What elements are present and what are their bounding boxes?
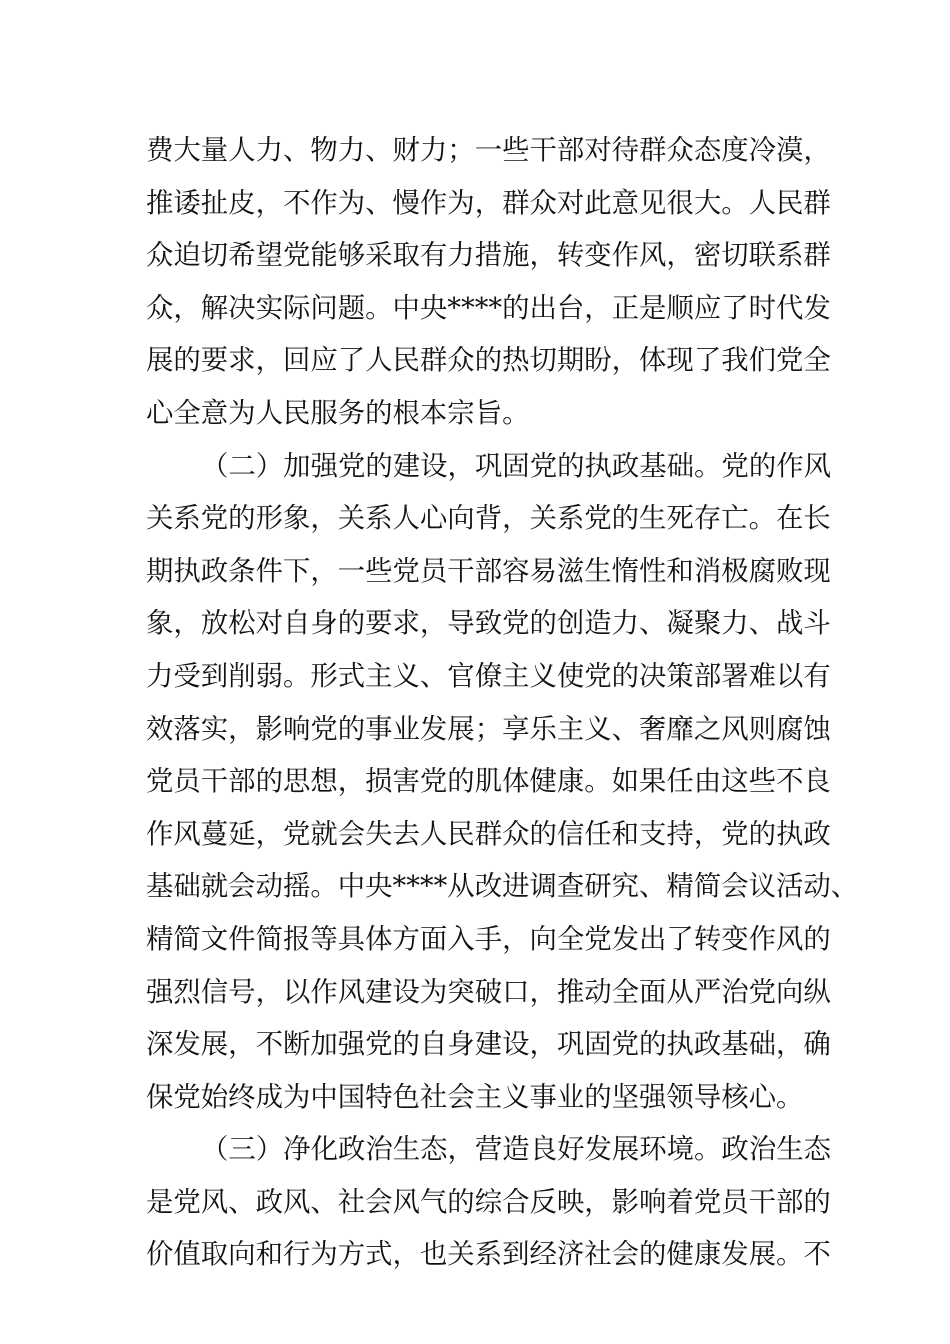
text-line: 期执政条件下，一些党员干部容易滋生惰性和消极腐败现 bbox=[146, 555, 831, 587]
text-line: 保党始终成为中国特色社会主义事业的坚强领导核心。 bbox=[146, 1081, 804, 1113]
text-line: 价值取向和行为方式，也关系到经济社会的健康发展。不 bbox=[146, 1239, 831, 1271]
text-line: 深发展，不断加强党的自身建设，巩固党的执政基础，确 bbox=[146, 1029, 831, 1061]
text-line: 强烈信号，以作风建设为突破口，推动全面从严治党向纵 bbox=[146, 976, 831, 1008]
text-line: 精简文件简报等具体方面入手，向全党发出了转变作风的 bbox=[146, 923, 831, 955]
paragraph-first-line: （三）净化政治生态，营造良好发展环境。政治生态 bbox=[201, 1134, 831, 1166]
text-line: 众迫切希望党能够采取有力措施，转变作风，密切联系群 bbox=[146, 240, 831, 272]
text-line: 力受到削弱。形式主义、官僚主义使党的决策部署难以有 bbox=[146, 660, 831, 692]
text-line: 是党风、政风、社会风气的综合反映，影响着党员干部的 bbox=[146, 1186, 831, 1218]
text-line: 关系党的形象，关系人心向背，关系党的生死存亡。在长 bbox=[146, 503, 831, 535]
document-body bbox=[146, 125, 859, 1282]
text-line: 效落实，影响党的事业发展；享乐主义、奢靡之风则腐蚀 bbox=[146, 713, 831, 745]
text-line: 众，解决实际问题。中央****的出台，正是顺应了时代发 bbox=[146, 292, 831, 324]
text-line: 费大量人力、物力、财力；一些干部对待群众态度冷漠， bbox=[146, 135, 831, 166]
text-line: 推诿扯皮，不作为、慢作为，群众对此意见很大。人民群 bbox=[146, 187, 831, 219]
text-line: 象，放松对自身的要求，导致党的创造力、凝聚力、战斗 bbox=[146, 608, 831, 640]
paragraph-first-line: （二）加强党的建设，巩固党的执政基础。党的作风 bbox=[201, 450, 831, 482]
text-line: 展的要求，回应了人民群众的热切期盼，体现了我们党全 bbox=[146, 345, 831, 377]
text-line: 心全意为人民服务的根本宗旨。 bbox=[146, 397, 530, 429]
text-line: 党员干部的思想，损害党的肌体健康。如果任由这些不良 bbox=[146, 766, 831, 798]
text-line: 基础就会动摇。中央****从改进调查研究、精简会议活动、 bbox=[146, 871, 859, 903]
text-line: 作风蔓延，党就会失去人民群众的信任和支持，党的执政 bbox=[146, 818, 831, 850]
